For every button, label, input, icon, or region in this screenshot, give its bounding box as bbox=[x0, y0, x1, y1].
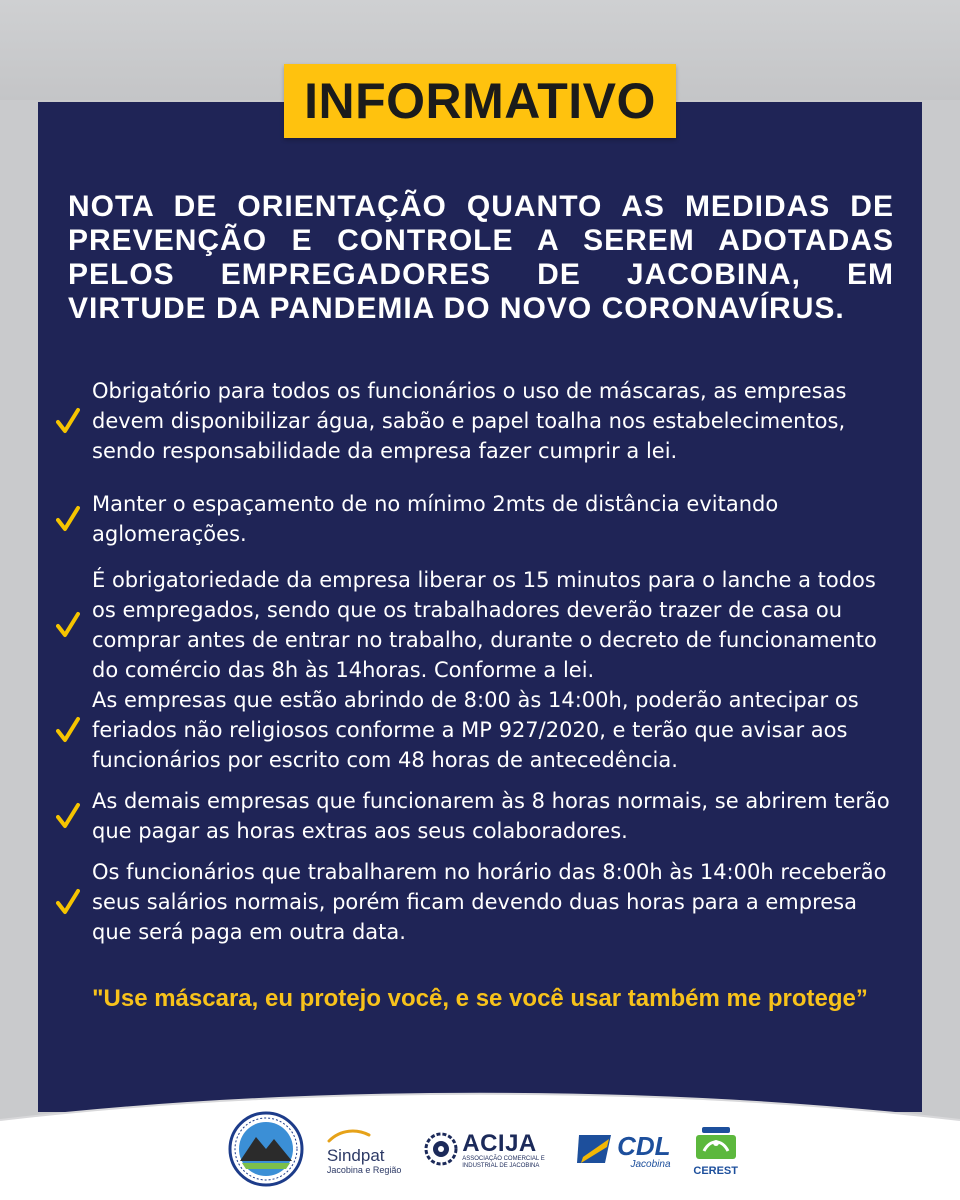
cerest-logo bbox=[693, 1125, 738, 1177]
sindpat-logo bbox=[327, 1128, 402, 1175]
cdl-emblem-icon bbox=[575, 1129, 615, 1173]
check-icon bbox=[56, 802, 86, 830]
cdl-subtitle: Jacobina bbox=[630, 1158, 671, 1170]
check-icon bbox=[56, 611, 86, 639]
check-icon bbox=[56, 505, 86, 533]
sponsor-logos bbox=[228, 1110, 738, 1192]
union-seal-icon bbox=[228, 1111, 304, 1191]
gear-star-icon bbox=[424, 1132, 458, 1170]
list-item-text: É obrigatoriedade da empresa liberar os 15 minutos para o lanche a todos os empregados, sendo que os trabalhadores deverão trazer de casa ou comprar antes de entrar no trabalho, durante o decreto de funcionamento do comércio das 8h às 14horas. Conforme a lei. bbox=[92, 568, 877, 682]
check-icon bbox=[56, 716, 86, 744]
cdl-name: CDL bbox=[617, 1130, 671, 1161]
list-item-text: Obrigatório para todos os funcionários o uso de máscaras, as empresas devem disponibilizar água, sabão e papel toalha nos estabelecimentos, sendo responsabilidade da empresa fazer cumprir a lei. bbox=[92, 379, 847, 463]
badge-label: INFORMATIVO bbox=[304, 73, 656, 129]
sindpat-subtitle: Jacobina e Região bbox=[326, 1164, 402, 1175]
check-icon bbox=[56, 407, 86, 435]
list-item bbox=[56, 376, 896, 466]
list-item-text: As empresas que estão abrindo de 8:00 às 14:00h, poderão antecipar os feriados não religiosos conforme a MP 927/2020, e terão que avisar aos funcionários por escrito com 48 horas de antecedência. bbox=[92, 688, 859, 772]
list-item bbox=[56, 685, 896, 775]
informativo-badge bbox=[284, 64, 676, 138]
sindpat-name: Sindpat bbox=[326, 1145, 385, 1165]
acija-name: ACIJA bbox=[462, 1130, 537, 1157]
list-item bbox=[56, 786, 896, 846]
sindicato-logo bbox=[228, 1111, 304, 1191]
list-item-text: Os funcionários que trabalharem no horário das 8:00h às 14:00h receberão seus salários normais, porém ficam devendo duas horas para a empresa que será paga em outra data. bbox=[92, 860, 887, 944]
list-item-text: Manter o espaçamento de no mínimo 2mts de distância evitando aglomerações. bbox=[92, 492, 779, 546]
list-item bbox=[56, 857, 896, 947]
swoosh-icon bbox=[327, 1128, 371, 1147]
list-item-text: As demais empresas que funcionarem às 8 horas normais, se abrirem terão que pagar as horas extras aos seus colaboradores. bbox=[92, 789, 890, 843]
cdl-logo bbox=[575, 1129, 670, 1173]
worker-safety-icon bbox=[694, 1125, 738, 1165]
acija-subtitle: ASSOCIAÇÃO COMERCIAL E INDUSTRIAL DE JACOBINA bbox=[462, 1156, 545, 1169]
headline: NOTA DE ORIENTAÇÃO QUANTO AS MEDIDAS DE PREVENÇÃO E CONTROLE A SEREM ADOTADAS PELOS EMPREGADORES DE JACOBINA, EM VIRTUDE DA PANDEMIA DO NOVO CORONAVÍRUS. bbox=[68, 190, 894, 325]
slogan-quote: "Use máscara, eu protejo você, e se você usar também me protege” bbox=[92, 985, 868, 1012]
cerest-name: CEREST bbox=[693, 1165, 738, 1177]
check-icon bbox=[56, 888, 86, 916]
list-item bbox=[56, 489, 896, 549]
acija-logo bbox=[424, 1132, 552, 1170]
list-item bbox=[56, 565, 896, 685]
